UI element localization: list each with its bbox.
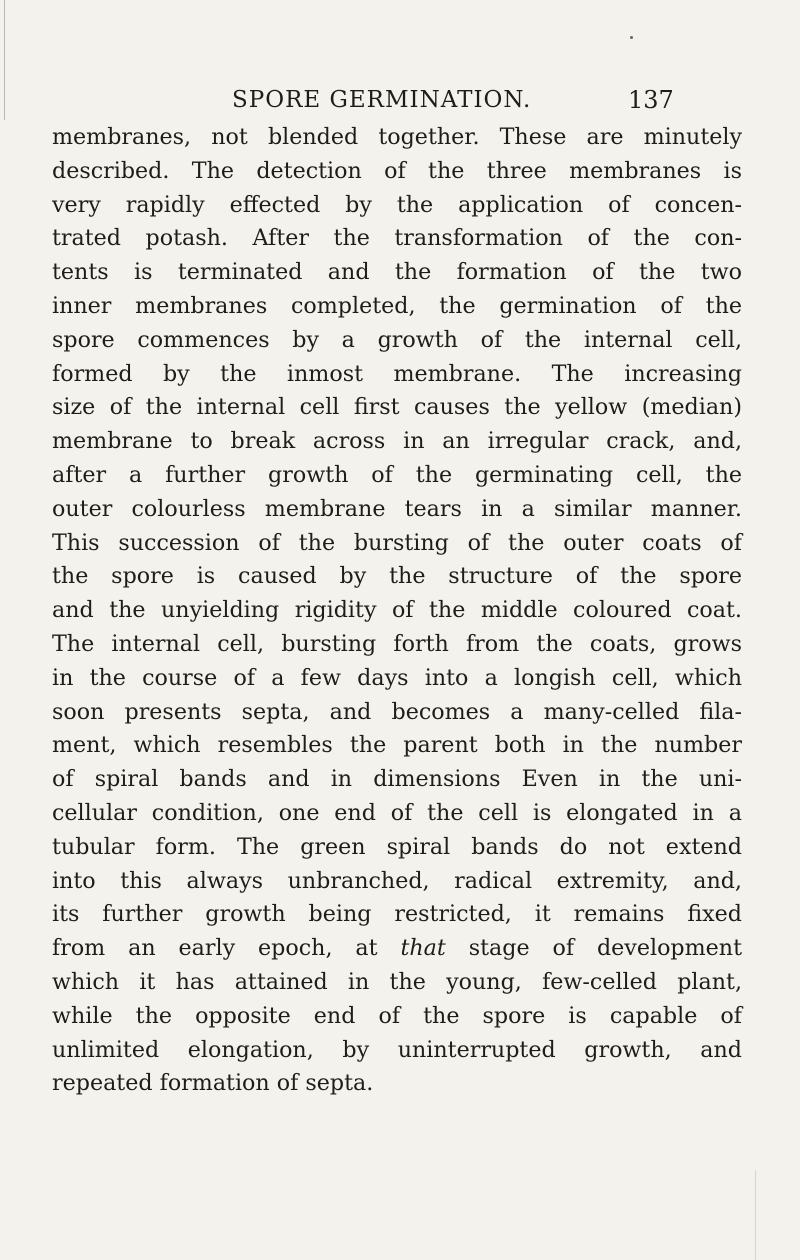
text-line: membrane to break across in an irregular crack, and,: [52, 428, 742, 455]
text-segment: stage of development: [445, 935, 743, 962]
text-line: into this always unbranched, radical extremity, and,: [52, 867, 742, 894]
text-line: inner membranes completed, the germination of the: [52, 292, 742, 319]
text-line: trated potash. After the transformation of the con-: [52, 225, 742, 252]
text-line: The internal cell, bursting forth from the coats, grows: [52, 630, 742, 657]
text-line: soon presents septa, and becomes a many-celled fila-: [52, 698, 742, 725]
page-header: [0, 80, 800, 120]
text-line: and the unyielding rigidity of the middle coloured coat.: [52, 597, 742, 624]
page-edge-line: [755, 1170, 756, 1260]
text-line: membranes, not blended together. These are minutely: [52, 124, 742, 150]
text-line: very rapidly effected by the application of concen-: [52, 191, 742, 218]
text-line: described. The detection of the three membranes is: [52, 157, 742, 184]
italic-word: that: [400, 935, 446, 962]
text-line: spore commences by a growth of the internal cell,: [52, 326, 742, 353]
text-line: unlimited elongation, by uninterrupted growth, and: [52, 1036, 742, 1063]
text-line-with-italic: [52, 932, 742, 966]
text-line: This succession of the bursting of the outer coats of: [52, 529, 742, 556]
running-head: SPORE GERMINATION.: [232, 87, 532, 113]
text-line: tubular form. The green spiral bands do not extend: [52, 833, 742, 860]
text-line: its further growth being restricted, it remains fixed: [52, 901, 742, 928]
text-line: size of the internal cell first causes the yellow (median): [52, 394, 742, 421]
text-line: which it has attained in the young, few-celled plant,: [52, 968, 742, 995]
text-line: formed by the inmost membrane. The increasing: [52, 360, 742, 387]
page-number: 137: [628, 86, 674, 114]
text-line: after a further growth of the germinating cell, the: [52, 461, 742, 488]
text-line: outer colourless membrane tears in a similar manner.: [52, 495, 742, 522]
print-speck: [630, 36, 633, 39]
text-line: the spore is caused by the structure of the spore: [52, 563, 742, 590]
text-line: ment, which resembles the parent both in the number: [52, 732, 742, 759]
text-segment: from an early epoch, at: [52, 935, 401, 962]
text-line-final: repeated formation of septa.: [52, 1070, 374, 1097]
text-line: while the opposite end of the spore is capable of: [52, 1002, 742, 1029]
text-line: cellular condition, one end of the cell is elongated in a: [52, 799, 742, 826]
text-line: tents is terminated and the formation of the two: [52, 259, 742, 286]
text-line: of spiral bands and in dimensions Even in the uni-: [52, 766, 742, 793]
body-text: [52, 121, 742, 1101]
text-line: in the course of a few days into a longish cell, which: [52, 664, 742, 691]
